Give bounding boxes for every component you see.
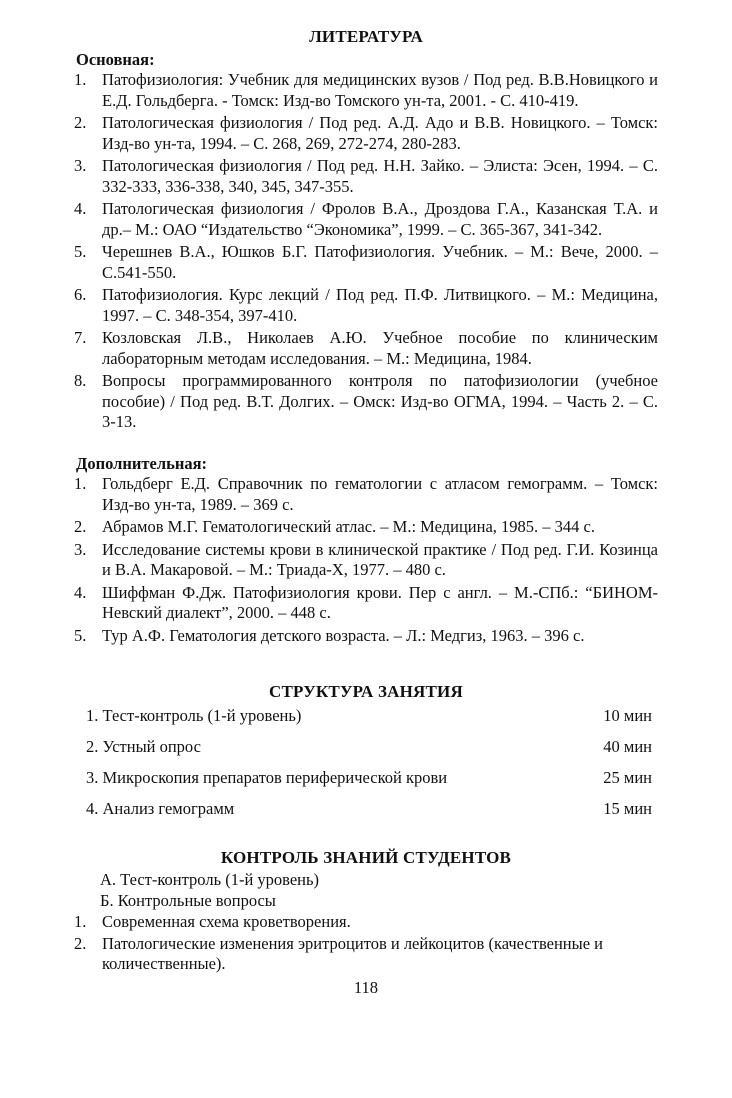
control-line-b: Б. Контрольные вопросы [100,891,276,910]
list-item: 8. Вопросы программированного контроля по патофизиологии (учебное пособие) / Под ред. В.Т. Долгих. – Омск: Изд-во ОГМА, 1994. – Часть 2. – С. 3-13. [74,371,658,431]
list-item: 3. Патологическая физиология / Под ред. Н.Н. Зайко. – Элиста: Эсен, 1994. – С. 332-333, 336-338, 340, 345, 347-355. [74,156,658,196]
list-item: 6. Патофизиология. Курс лекций / Под ред. П.Ф. Литвицкого. – М.: Медицина, 1997. – С. 348-354, 397-410. [74,285,658,325]
table-row [86,799,652,830]
table-row [86,768,652,799]
structure-title: СТРУКТУРА ЗАНЯТИЯ [269,682,463,701]
list-item: 5. Тур А.Ф. Гематология детского возраста. – Л.: Медгиз, 1963. – 396 с. [74,625,585,645]
structure-item-label: 3. Микроскопия препаратов периферической крови [86,768,448,787]
literature-title: ЛИТЕРАТУРА [309,27,423,46]
structure-item-label: 4. Анализ гемограмм [86,799,235,818]
structure-item-time: 40 мин [603,737,652,756]
structure-item-time: 25 мин [603,768,652,787]
list-item: 1. Гольдберг Е.Д. Справочник по гематологии с атласом гемограмм. – Томск: Изд-во ун-та, 1989. – 369 с. [74,474,658,514]
main-literature-heading: Основная: [76,50,155,69]
list-item: 2. Патологические изменения эритроцитов и лейкоцитов (качественные и количественные). [74,933,603,973]
structure-item-time: 10 мин [603,706,652,725]
additional-literature-list [0,474,732,648]
lesson-structure-table [86,706,652,830]
list-item: 4. Шиффман Ф.Дж. Патофизиология крови. Пер с англ. – М.-СПб.: “БИНОМ-Невский диалект”, 2000. – 448 с. [74,582,658,622]
structure-item-label: 2. Устный опрос [86,737,201,756]
control-line-a: А. Тест-контроль (1-й уровень) [100,870,320,889]
list-item: 3. Исследование системы крови в клинической практике / Под ред. Г.И. Козинца и В.А. Макаровой. – М.: Триада-Х, 1977. – 480 с. [74,539,658,579]
structure-item-time: 15 мин [603,799,652,818]
control-questions-list [0,912,732,976]
table-row [86,737,652,768]
list-item: 4. Патологическая физиология / Фролов В.А., Дроздова Г.А., Казанская Т.А. и др.– М.: ОАО “Издательство “Экономика”, 1999. – С. 365-367, 341-342. [74,199,658,239]
list-item: 1. Патофизиология: Учебник для медицинских вузов / Под ред. В.В.Новицкого и Е.Д. Гольдберга. - Томск: Изд-во Томского ун-та, 2001. - С. 410-419. [74,70,658,110]
main-literature-list [0,70,732,435]
control-title: КОНТРОЛЬ ЗНАНИЙ СТУДЕНТОВ [220,848,512,867]
list-item: 7. Козловская Л.В., Николаев А.Ю. Учебное пособие по клиническим лабораторным методам исследования. – М.: Медицина, 1984. [74,328,658,368]
list-item: 2. Патологическая физиология / Под ред. А.Д. Адо и В.В. Новицкого. – Томск: Изд-во ун-та, 1994. – С. 268, 269, 272-274, 280-283. [74,113,658,153]
list-item: 5. Черешнев В.А., Юшков Б.Г. Патофизиология. Учебник. – М.: Вече, 2000. – С.541-550. [74,242,658,282]
list-item: 1. Современная схема кроветворения. [74,912,351,931]
table-row [86,706,652,737]
page-number: 118 [353,978,379,997]
list-item: 2. Абрамов М.Г. Гематологический атлас. – М.: Медицина, 1985. – 344 с. [74,517,595,536]
structure-item-label: 1. Тест-контроль (1-й уровень) [86,706,302,725]
additional-literature-heading: Дополнительная: [76,454,208,473]
